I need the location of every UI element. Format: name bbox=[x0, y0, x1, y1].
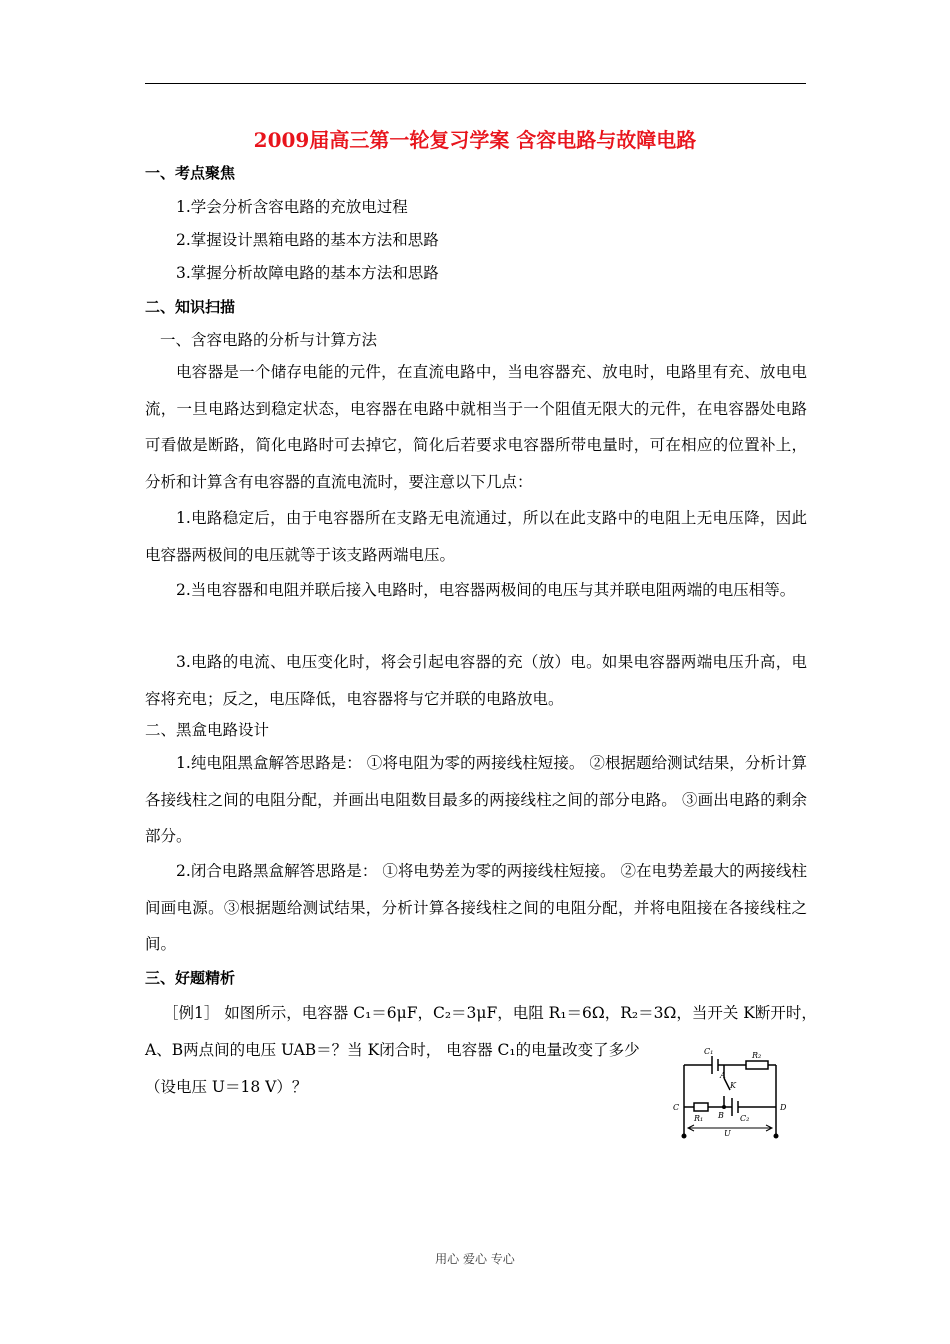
label-r2: R₂ bbox=[752, 1051, 762, 1060]
paragraph-box-2: 2.闭合电路黑盒解答思路是： ①将电势差为零的两接线柱短接。 ②在电势差最大的两接线柱间画电源。③根据题给测试结果，分析计算各接线柱之间的电阻分配，并将电阻接在各接线柱之间。 bbox=[145, 862, 807, 953]
label-r1: R₁ bbox=[694, 1114, 704, 1123]
label-b: B bbox=[718, 1111, 724, 1120]
section-heading-focus: 一、考点聚焦 bbox=[145, 164, 236, 182]
label-u: U bbox=[724, 1129, 731, 1138]
label-c: C bbox=[673, 1103, 680, 1112]
subheading-capacitor-circuit: 一、含容电路的分析与计算方法 bbox=[160, 331, 378, 349]
page-footer: 用心 爱心 专心 bbox=[435, 1252, 515, 1266]
focus-item-1: 1.学会分析含容电路的充放电过程 bbox=[176, 198, 408, 216]
section-heading-knowledge: 二、知识扫描 bbox=[145, 298, 236, 316]
header-rule bbox=[145, 83, 806, 84]
focus-item-3: 3.掌握分析故障电路的基本方法和思路 bbox=[176, 264, 439, 282]
example-1-line-1: ［例1］ 如图所示，电容器 C₁＝6μF，C₂＝3μF，电阻 R₁＝6Ω，R₂＝3Ω，当开关 K断开时， bbox=[163, 1004, 817, 1022]
subheading-black-box: 二、黑盒电路设计 bbox=[145, 721, 270, 739]
paragraph-capacitor-intro: 电容器是一个储存电能的元件，在直流电路中，当电容器充、放电时，电路里有充、放电电流，一旦电路达到稳定状态，电容器在电路中就相当于一个阻值无限大的元件，在电容器处电路可看做是断路，简化电路时可去掉它，简化后若要求电容器所带电量时，可在相应的位置补上，分析和计算含有电容器的直流电流时，要注意以下几点： bbox=[145, 363, 807, 491]
paragraph-point-3: 3.电路的电流、电压变化时，将会引起电容器的充（放）电。如果电容器两端电压升高，电容将充电；反之，电压降低，电容器将与它并联的电路放电。 bbox=[145, 653, 807, 708]
paragraph-box-1: 1.纯电阻黑盒解答思路是： ①将电阻为零的两接线柱短接。 ②根据题给测试结果，分析计算各接线柱之间的电阻分配，并画出电阻数目最多的两接线柱之间的部分电路。 ③画出电路的剩余部分。 bbox=[145, 754, 807, 845]
example-1-line-3: （设电压 U＝18 V）？ bbox=[145, 1078, 308, 1096]
label-d: D bbox=[780, 1103, 787, 1112]
label-c2: C₂ bbox=[740, 1114, 750, 1123]
example-1-line-2: A、B两点间的电压 UAB＝？当 K闭合时， 电容器 C₁的电量改变了多少 bbox=[145, 1041, 640, 1059]
page-title: 2009届高三第一轮复习学案 含容电路与故障电路 bbox=[253, 128, 697, 152]
paragraph-point-2: 2.当电容器和电阻并联后接入电路时，电容器两极间的电压与其并联电阻两端的电压相等。 bbox=[176, 581, 796, 599]
circuit-diagram bbox=[668, 1040, 808, 1145]
section-heading-examples: 三、好题精析 bbox=[145, 969, 236, 987]
focus-item-2: 2.掌握设计黑箱电路的基本方法和思路 bbox=[176, 231, 439, 249]
paragraph-point-1: 1.电路稳定后，由于电容器所在支路无电流通过，所以在此支路中的电阻上无电压降，因此电容器两极间的电压就等于该支路两端电压。 bbox=[145, 509, 807, 564]
label-c1: C₁ bbox=[704, 1047, 714, 1056]
label-a: A bbox=[720, 1071, 726, 1080]
label-k: K bbox=[730, 1081, 736, 1090]
